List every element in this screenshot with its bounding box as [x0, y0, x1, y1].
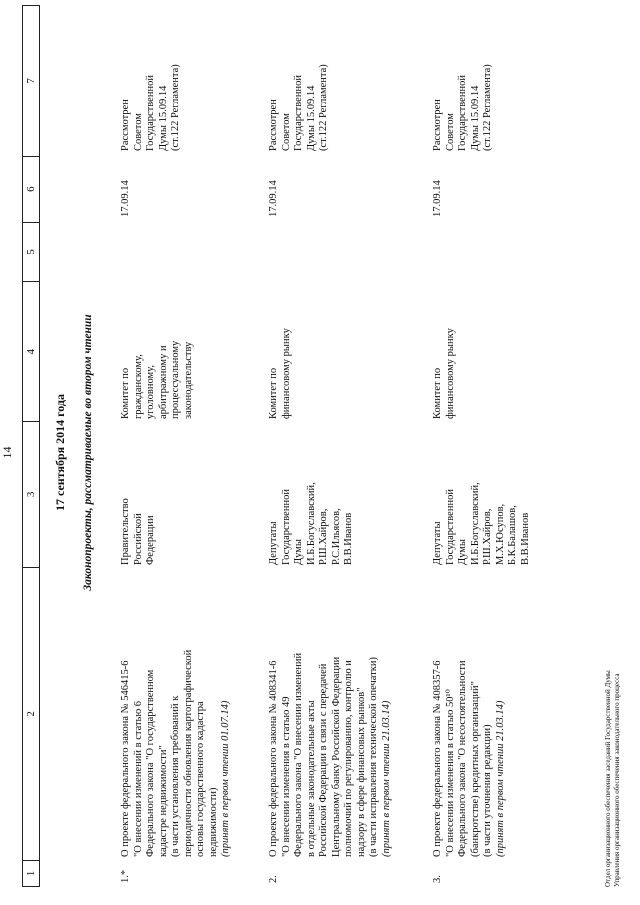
status-line: Советом	[444, 113, 456, 151]
bill-title-line: полномочий по регулированию, контролю и	[343, 660, 354, 857]
status	[268, 11, 331, 151]
section-heading: Законопроекты, рассматриваемые во втором чтении	[82, 314, 94, 591]
committee-line: уголовному,	[145, 365, 156, 419]
initiator-line: И.Б.Богуславский,	[305, 482, 317, 565]
bill-title-line: в отдельные законодательные акты	[305, 700, 317, 857]
initiator-line: Думы	[457, 539, 468, 565]
initiator-line: М.Х.Юсупов,	[494, 503, 506, 565]
initiator-line: Депутаты	[268, 521, 279, 565]
status-line: Государственной	[145, 75, 156, 151]
column-header-row	[22, 5, 40, 887]
review-date: 17.09.14	[268, 180, 279, 217]
bill-title-line: "О внесении изменения в статью 49	[280, 696, 292, 857]
row-number: 1.*	[120, 869, 131, 883]
initiator-line: Думы	[293, 539, 304, 565]
bill-title-line: Федерального закона "О несостоятельности	[457, 660, 468, 857]
initiator-line: В.В.Иванов	[519, 512, 531, 565]
committee	[432, 281, 457, 419]
initiator-line: Б.К.Балашов,	[507, 505, 518, 565]
initiator-line: Депутаты	[432, 521, 443, 565]
bill-title-line: периодичности обновления картографической	[182, 649, 194, 857]
status	[120, 11, 183, 151]
committee-line: гражданскому,	[132, 354, 144, 419]
initiator-line: В.В.Иванов	[343, 512, 354, 565]
first-reading-note: (принят в первом чтении 21.03.14)	[380, 700, 392, 857]
status-line: (ст.122 Регламента)	[482, 64, 493, 151]
committee-line: арбитражному и	[157, 345, 169, 419]
status-line: Государственной	[293, 75, 304, 151]
status-line: Советом	[280, 113, 292, 151]
footer	[604, 670, 622, 887]
status	[432, 11, 495, 151]
first-reading-note: (принят в первом чтении 21.03.14)	[494, 700, 506, 857]
review-date: 17.09.14	[432, 180, 443, 217]
bill-title-line: кадастре недвижимости"	[157, 745, 169, 857]
column-header-7: 7	[25, 78, 37, 84]
bill-title	[432, 567, 507, 857]
bill-title-line: (в части исправления технической опечатки)	[368, 656, 379, 857]
first-reading-note: (принят в первом чтении 01.07.14)	[220, 700, 231, 857]
bill-title-line: О проекте федерального закона № 546415-6	[120, 660, 131, 857]
initiator-line: Р.Ш.Хайров,	[482, 508, 493, 565]
initiator-line: Р.Ш.Хайров,	[318, 508, 329, 565]
initiator-line: Федерации	[145, 515, 156, 565]
committee-line: законодательству	[182, 341, 194, 419]
committee-line: процессуальному	[170, 340, 181, 419]
committee-line: Комитет по	[120, 367, 131, 419]
initiator-line: Правительство	[120, 498, 131, 565]
initiator-line: И.Б.Богуславский,	[469, 482, 481, 565]
initiator-line: Государственной	[280, 489, 292, 565]
footer-line: Отдел организационного обеспечения заседаний Государственной Думы	[604, 670, 612, 887]
initiator	[432, 420, 532, 565]
status-line: Думы 15.09.14	[469, 85, 481, 151]
committee-line: финансовому рынку	[444, 328, 456, 419]
initiator	[120, 420, 158, 565]
column-header-4: 4	[23, 281, 39, 421]
bill-title-line: надзору в сфере финансовых рынков"	[355, 687, 367, 857]
status-line: Советом	[132, 113, 144, 151]
bill-title-line: Центральному банку Российской Федерации	[330, 656, 342, 857]
committee-line: Комитет по	[268, 367, 279, 419]
column-header-2: 2	[23, 567, 39, 860]
initiator	[268, 420, 356, 565]
status-line: Рассмотрен	[120, 99, 131, 151]
status-line: Рассмотрен	[268, 99, 279, 151]
row-number: 2.	[268, 875, 279, 883]
bill-title	[120, 567, 233, 857]
committee-line: финансовому рынку	[280, 328, 292, 419]
bill-title-line: недвижимости)	[207, 787, 219, 857]
status-line: Государственной	[457, 75, 468, 151]
date-heading: 17 сентября 2014 года	[53, 394, 67, 511]
initiator-line: Р.С.Ильясов,	[330, 508, 342, 565]
bill-title-line: О проекте федерального закона № 408341-6	[268, 660, 279, 857]
bill-title-line: "О внесении изменений в статью 6	[132, 700, 144, 857]
committee	[120, 281, 195, 419]
committee	[268, 281, 293, 419]
column-header-6: 6	[23, 156, 39, 222]
status-line: Думы 15.09.14	[157, 85, 169, 151]
footer-line: Управления организационного обеспечения законодательного процесса	[613, 673, 621, 887]
bill-title-line: (в части уточнения редакции)	[482, 724, 493, 857]
column-header-1: 1	[23, 860, 39, 886]
bill-title-line: (в части установления требований к	[170, 695, 181, 857]
bill-title-line: О проекте федерального закона № 408357-6	[432, 660, 443, 857]
committee-line: Комитет по	[432, 367, 443, 419]
status-line: (ст.122 Регламента)	[318, 64, 329, 151]
review-date: 17.09.14	[120, 180, 131, 217]
page-number: 14	[0, 446, 14, 459]
initiator-line: Государственной	[444, 489, 456, 565]
column-header-5: 5	[23, 222, 39, 282]
bill-title-line: "О внесении изменения в статью 50¹⁰	[444, 689, 456, 857]
bill-title-line: Российской Федерации в связи с передачей	[318, 663, 329, 857]
bill-title-line: (банкротстве) кредитных организаций"	[469, 681, 481, 857]
bill-title-line: Федерального закона "О государственном	[145, 669, 156, 857]
bill-title-line: Федерального закона "О внесении изменений	[293, 652, 304, 857]
status-line: (ст.122 Регламента)	[170, 64, 181, 151]
row-number: 3.	[432, 875, 443, 883]
column-header-3: 3	[23, 421, 39, 567]
status-line: Думы 15.09.14	[305, 85, 317, 151]
bill-title	[268, 567, 393, 857]
status-line: Рассмотрен	[432, 99, 443, 151]
bill-title-line: основы государственного кадастра	[195, 701, 206, 857]
initiator-line: Российской	[132, 513, 144, 565]
